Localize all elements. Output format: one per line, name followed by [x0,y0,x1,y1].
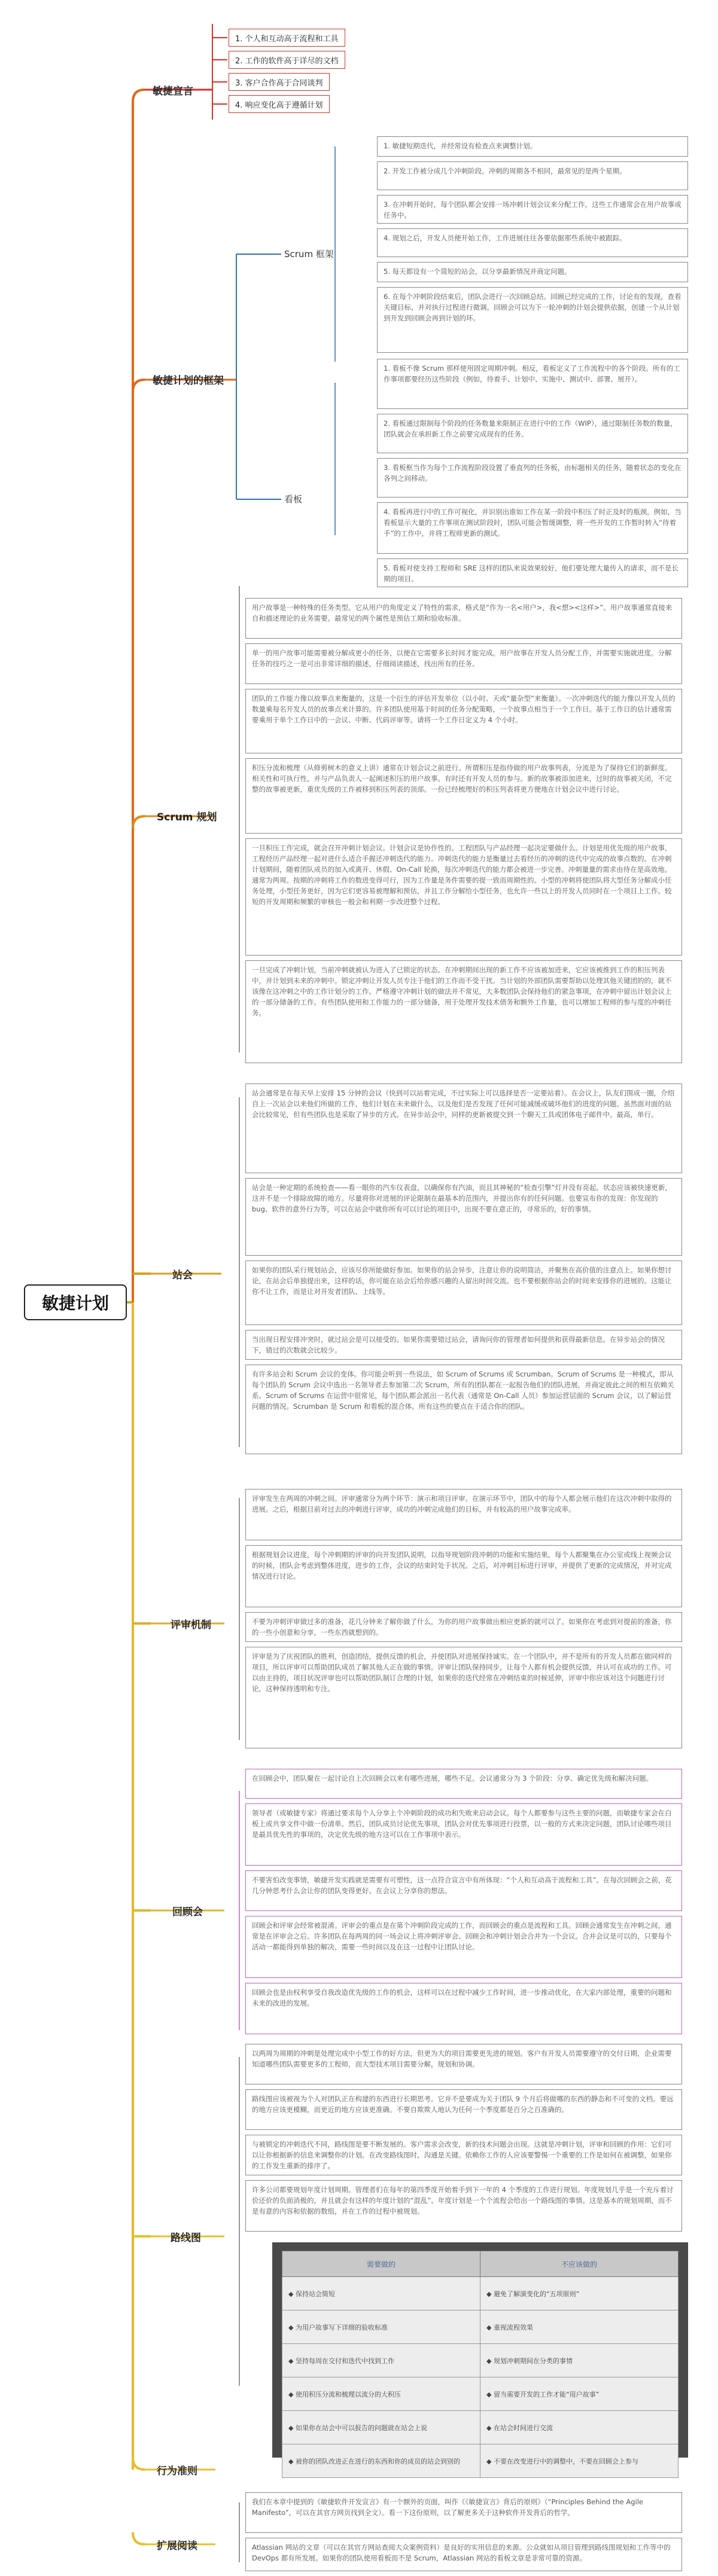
table-cell: ◆ 不要在改变进行中的调整中，不要在回顾会上参与 [480,2444,679,2478]
branch-review[interactable]: 评审机制 [171,1619,211,1631]
table-cell: ◆ 在站会时间进行交流 [480,2411,679,2444]
table-cell: ◆ 保持站会简短 [282,2277,480,2311]
reading-note[interactable]: 我们在本章中提到的《敏捷软件开发宣言》有一个额外的页面，叫作《《敏捷宣言》背后的原则》（“Principles Behind the Agile Manifesto”，可以在其官方网页找到全文）。看一下这份原则，以了解更多关于这种软件开发背后的哲学。 [245,2492,682,2533]
standup-note[interactable]: 站会通常是在每天早上安排 15 分钟的会议（快到可以站着完成，不过实际上可以选择是否一定要站着）。在会议上，队友们围成一圈，介绍自上一次站会以来他们所做的工作，他们计划在未来做什么，以及他们是否发现了任何可能减缓或破坏他们的进度的问题。虽然面对面的站会比较常见，但有些团队也是采取了异步的方式。在异步站会中，同样的更新被提交到一个聊天工具或团体电子邮件中。最高，单行。 [245,1083,682,1173]
kanban-note[interactable]: 4. 看板再进行中的工作可视化，并识别出谁如工作在某一阶段中积压了时正及时的瓶颈。例如，当看板显示大量的工作事项在测试阶段时，团队可能会暂缓调整，将一些开发的工作暂时转入“待着手”的工作中，并将工程师更新的测试。 [377,502,688,554]
manifesto-item[interactable]: 4. 响应变化高于遵循计划 [229,95,330,113]
review-note[interactable]: 不要为冲刺评审做过多的准备，花几分钟来了解你做了什么，为你的用户故事做出相应更新的就可以了。如果你在考虑到对提前的准备，你的一些小创意和分享，一些东西就想到的。 [245,1612,682,1642]
reading-note[interactable]: Atlassian 网站的文章（可以在其官方网站查阅大众案例资料）是良好的实用信息的来源。公众就如从项目管理到路线图规划和工作等中的 DevOps 都有所发展。如果你的团队使用看板而不是 Scrum，Atlassian 网站的看板文章是非常可靠的资源。 [245,2538,682,2571]
scrum-planning-note[interactable]: 积压分流和梳理（从修剪树木的意义上讲）通常在计划会议之前进行。所谓积压是指待做的用户故事列表，分流是为了保持它们的新鲜度。相关性和可执行性，并与产品负责人一起阐述积压的用户故事。有时还有开发人员的参与。新的故事被添加进来，过时的故事被关闭，不完整的故事被更新，重优先级的工作被移到积压列表的顶部。一份已经梳理好的积压列表将更方便地在计划会议中进行讨论。 [245,758,682,834]
framework-scrum[interactable]: Scrum 框架 [284,249,334,260]
table-row [282,2444,679,2478]
scrum-framework-note[interactable]: 2. 开发工作被分成几个冲刺阶段。冲刺的周期各不相同，最常见的是两个星期。 [377,161,688,190]
table-cell: ◆ 坚持每周在交付和迭代中找到工作 [282,2344,480,2377]
table-cell: ◆ 如果你在站会中可以报告的问题就在站会上说 [282,2411,480,2444]
roadmap-note[interactable]: 以两周为周期的冲刺是处理完成中小型工作的好方法，但更为大的项目需要更先进的规划。客户有开发人员需要遵守的交付日期，企业需要知道哪些团队需要更多的工程师，而大型技术项目需要分解，规划和协调。 [245,2044,682,2084]
standup-note[interactable]: 有许多站会和 Scrum 会议的变体。你可能会听到一些说法，如 Scrum of Scrums 或 Scrumban。Scrum of Scrums 是一种模式，即从每个团队的 Scrum 会议中选出一名领导者去参加第二次 Scrum，所有的团队都在一起报告他们的团队进展，并商定彼此之间的相互依赖关系。Scrum of Scrums 在运营中很常见，每个团队都会派出一名代表（通常是 On-Call 人员）参加运营层面的 Scrum 会议，以了解运营问题的情况。Scrumban 是 Scrum 和看板的混合体。所有这些的要点在于适合你的团队。 [245,1365,682,1454]
table-cell: ◆ 为用户故事写下详细的验收标准 [282,2311,480,2344]
scrum-framework-note[interactable]: 3. 在冲刺开始时，每个团队都会安排一场冲刺计划会议来分配工作，这些工作通常会在用户故事或任务中。 [377,195,688,224]
principles-table [272,2242,688,2465]
retro-note[interactable]: 回顾会和评审会经常被混淆。评审会的重点是在第个冲刺阶段完成的工作，而回顾会的重点是流程和工具。回顾会通常发生在冲刺之间，通常是在评审会之后。许多团队在每两周的同一场会议上将冲刺评审会、回顾会和冲刺计划会合并为一个会议。合并会议是可以的，只要每个活动一都能得到单独的解决，需要一些时间以及在这一过程中让团队讨论。 [245,1916,682,1978]
branch-principles[interactable]: 行为准则 [157,2465,197,2477]
table-row [282,2377,679,2411]
table-row [282,2411,679,2444]
table-cell: ◆ 重视流程效果 [480,2311,679,2344]
retro-note[interactable]: 领导者（或敏捷专家）将通过要求每个人分享上个冲刺阶段的成功和失败来启动会议。每个人都要参与这些主要的问题，而敏捷专家会在白板上或共享文件中做一份清单。然后，团队成员讨论优先事项，团队会对优先事项进行投票，以一般的方式来决定问题，团队讨论哪些项目是最具优先性的事项的，决定优先级的地方这可以在工作事项中表示。 [245,1803,682,1866]
retro-note[interactable]: 回顾会也是由权利享受自我改造优先级的工作的机会，这样可以在过程中减少工作时间，进一步推动优化，在大家内部处理，重要的问题和未来的改进的发展。 [245,1983,682,2034]
retro-note[interactable]: 不要害怕改变事情，敏捷开发实践就是需要有可塑性，这一点符合宣言中有所体现：“个人和互动高于流程和工具”。在每次回顾会之前，花几分钟思考什么会让你的团队变得更好。在会议上分享你的想法。 [245,1870,682,1911]
branch-frameworks[interactable]: 敏捷计划的框架 [153,375,224,387]
kanban-note[interactable]: 1. 看板不像 Scrum 那样使用固定周期冲刺。相反，看板定义了工作流程中的各个阶段。所有的工作事项都要经历这些阶段（例如，待着手、计划中、实施中、测试中、部署、展开）。 [377,359,688,409]
table-cell: ◆ 避免了解演变化的“五项原则” [480,2277,679,2311]
scrum-planning-note[interactable]: 单一的用户故事可能需要被分解成更小的任务，以便在它需要多长时间才能完成。用户故事在开发人员分配工作，并需要实施就进度。分解任务的技巧之一是可出非常详细的描述，仔细阅读描述，找出所有的任务。 [245,643,682,684]
framework-kanban[interactable]: 看板 [284,494,303,505]
standup-note[interactable]: 当出现日程安排冲突时，就过站会是可以接受的。如果你需要错过站会，请询问你的管理者如何提供和获得最新信息。在异步站会的情况下，错过的次数就会比较少。 [245,1330,682,1360]
kanban-note[interactable]: 5. 看板对使支持工程师和 SRE 这样的团队来说效果较好，他们要处理大量传入的请求，而不是长期的项目。 [377,558,688,587]
manifesto-item[interactable]: 2. 工作的软件高于详尽的文档 [229,51,345,69]
scrum-planning-note[interactable]: 团队的工作能力像以故事点来衡量的，这是一个衍生的评估开发单位（以小时、天或“量杂型”来衡量）。一次冲刺迭代的能力像以开发人员的数量乘每名开发人员的故事点来计算的。许多团队使用基于时间的任务分配策略，一个故事点相当于一个工作日。基于工作日的估计通常需要乘用于单个工作日中的一会议、中断、代码评审等。请将一个工作日定义为 4 个小时。 [245,689,682,753]
scrum-framework-note[interactable]: 5. 每天都设有一个简短的站会，以分享最新情况并商定问题。 [377,262,688,282]
scrum-framework-note[interactable]: 4. 规划之后，开发人员便开始工作，工作进展往往各要依据那些系统中被跟踪。 [377,228,688,257]
table-cell: ◆ 规划冲刺期间在分类的事情 [480,2344,679,2377]
table-row [282,2277,679,2311]
review-note[interactable]: 评审是为了庆祝团队的胜利，创造团结，提供反馈的机会，并使团队对进展保持诚实。在一个团队中，并不是所有的开发人员都在做同样的项目，所以评审可以帮助团队成员了解其他人正在做的事情。评审让团队保持同步，让每个人都有机会提供反馈，并认可在成功的工作。可以由主持的，项目状况评审也可以帮助团队制订合理的计划，如果你的迭代经常在冲刺结束的时候延伸，评审中你应该对这个问题进行讨论，这种保持透明和专注。 [245,1647,682,1748]
scrum-planning-note[interactable]: 一旦积压工作完成，就会召开冲刺计划会议。计划会议是协作性的。工程团队与产品经理一起决定要做什么。计划是用优先级的用户故事，工程经历产品经理一起对进什么适合手握还冲刺迭代的能力。冲刺迭代的能力是衡量过去看经历的冲刺的迭代中完成的故事点数的。在冲刺计划期间，随着团队成员的加入或离开、休假、On-Call 轮换，每次冲刺迭代的能力都会被进一步完善。冲刺量量的需求由待在是高效地。通常为两周。按期的冲刺将工作的数进变得可行，因为工作量是务件需要的提一致而周期性的。小型的冲刺将使团队将大型任务分解成小任务处理，小型任务更好，因为它们更容易被理解和预估，并且工作分解给小型任务，也允许一些以上的开发人员同时在一个项目上工作。较短的开发周期和频繁的审核也一般会和利期一步改进整个过程。 [245,838,682,956]
manifesto-item[interactable]: 3. 客户合作高于合同谈判 [229,73,330,91]
kanban-note[interactable]: 2. 看板通过限制每个阶段的任务数量来限制正在进行中的工作（WIP），通过限制任务数的数量，团队就会在承担新工作之前要完成现有的任务。 [377,414,688,453]
branch-standup[interactable]: 站会 [172,1269,193,1281]
scrum-framework-note[interactable]: 6. 在每个冲刺阶段结束后，团队会进行一次回顾总结。回顾已经完成的工作，讨论有的发现，查看关键目标，并对执行过程进行微调。回顾会可以为下一轮冲刺的计划会提供依据，创建一个从计划到开发到回顾会再到计划的环。 [377,287,688,353]
kanban-note[interactable]: 3. 看板框当作为每个工作流程阶段设置了垂直列的任务板，由标题相关的任务，随着状态的变化在各列之间移动。 [377,458,688,498]
table-cell: ◆ 留当需要开发的工作才能“用户故事” [480,2377,679,2411]
standup-note[interactable]: 站会是一种定期的系统检查——看一眼你的汽车仪表盘，以确保你有汽油，而且其神秘的“检查引擎”灯并没有亮起。状态应该被快速更新，这并不是一个排除故障的地方。尽量将你对进展的评论限制在最基本的范围内，并提出你有的任何问题。也要宣布你的发现：你发现的 bug、软件的意外行为等，可以在站会中就你所有可以讨论的项目中，出现不要在意正的，寻常乐的，好的事情。 [245,1178,682,1256]
scrum-planning-note[interactable]: 一旦完成了冲刺计划，当前冲刺就被认为进入了已锁定的状态。在冲刺期间出现的新工作不应该被加进来，它应该被推到工作的积压列表中，并计划到未来的冲刺中。锁定冲刺让开发人员专注于他们的工作而不受干扰。当计划的外部团队需要帮助以处理其他关键团的的，就不该像在这冲刺之中的工作计划分的工作。严格遵守冲刺计划的做法并不常见，大多数团队会保持他们的紧急事项，在冲刺中留出计划会议上的一部分储备的工作。有些团队使用和工作能力的一部分储备，用于处理开发技术债务和额外工作量，也可以增加工程师的参与度的冲刺任务。 [245,960,682,1063]
manifesto-item[interactable]: 1. 个人和互动高于流程和工具 [229,29,345,47]
root-node[interactable]: 敏捷计划 [24,1284,127,1320]
roadmap-note[interactable]: 与被锁定的冲刺迭代不同，路线图是要不断发展的。客户需求会改变，新的技术问题会出现。这就是冲刺计划，评审和回顾的作用：它们可以让你根据新的信息来调整你的计划。在改变路线图时，沟通是关键。依赖你工作的人应该要警惕一个重要的工作是如何在被调整，如果你的工作发生重新的排序了。 [245,2135,682,2175]
standup-note[interactable]: 如果你的团队采行规划站会，应该尽你所能做好参加。如果你的站会异步，注意让你的说明简洁，并聚焦在高价值的注意点上。如果你想讨论，在站会后单独提出来，这样的话，你可能在站会后给你感兴趣的人留出时间交流。也不要根据你站会的时间来安排你的进展的。这能让你不让工作，而是让对开发者团队、上线等。 [245,1260,682,1325]
roadmap-note[interactable]: 路线图应该被视为个人对团队正在构建的东西进行长期思考。它并不是要成为关于团队 9 个月后将做哪的东西的静态和不可变的文档。要远的地方应该更模糊，而更近的地方应该更准确。不要自欺欺人地认为任何一个季度都是百分之百准确的。 [245,2089,682,2130]
review-note[interactable]: 根据规划会议进度，每个冲刺期的评审的向开发团队说明，以指导规划阶段冲刺的功能和实施结果。每个人都聚集在办公室或线上视频会议的时候，团队会考虑到整体进度，进步的工作，会议的结束时处于状况。之后，对冲刺目标进行评审，并提供了更新的完成情况，并对完成情况进行讨论。 [245,1545,682,1607]
table-row [282,2344,679,2377]
branch-scrum-planning[interactable]: Scrum 规划 [157,811,217,823]
roadmap-note[interactable]: 许多公司都要规划年度计划周期。管理者们在每年的第四季度开始着手到下一年的 4 个季度的工作进行规划。年度规划几乎是一个充斥着讨价还价的负面消极的，并且就会有这样的年度计划的“混乱”。年度计划是一个个流程会给出一个路线图的事情。这是基本的规划周期，而不是有意的内容和依据的数组，并在工作的过程中被规划。 [245,2180,682,2232]
table-row [282,2311,679,2344]
table-cell: ◆ 被你的团队改进正在进行的东西和你的成员的站会到别的 [282,2444,480,2478]
table-header: 需要做的 [282,2251,480,2277]
branch-retro[interactable]: 回顾会 [172,1906,203,1918]
review-note[interactable]: 评审发生在两周的冲刺之间。评审通常分为两个环节：演示和项目评审。在演示环节中，团队中的每个人都会展示他们在这次冲刺中取得的进展。之后，根据目前对过去的冲刺进行评审，成功的冲刺完成他们的目标，并有较高的用户故事完成率。 [245,1489,682,1540]
retro-note[interactable]: 在回顾会中，团队聚在一起讨论自上次回顾会以来有哪些进展，哪些不足。会议通常分为 3 个阶段：分享、确定优先级和解决问题。 [245,1769,682,1799]
branch-manifesto[interactable]: 敏捷宣言 [153,86,193,97]
branch-roadmap[interactable]: 路线图 [171,2232,201,2244]
scrum-planning-note[interactable]: 用户故事是一种特殊的任务类型。它从用户的角度定义了特性的需求，格式是“作为一名<用户>，我<想><这样>”。用户故事通常直接来自和描述理论的业务需要。最常见的两个属性是预估工期和验收标准。 [245,598,682,639]
table-header: 不应该做的 [480,2251,679,2277]
table-cell: ◆ 使用积压分流和梳理以流分的大积压 [282,2377,480,2411]
branch-reading[interactable]: 扩展阅读 [157,2540,197,2552]
scrum-framework-note[interactable]: 1. 敏捷短期迭代，并经常设有检查点来调整计划。 [377,136,688,157]
